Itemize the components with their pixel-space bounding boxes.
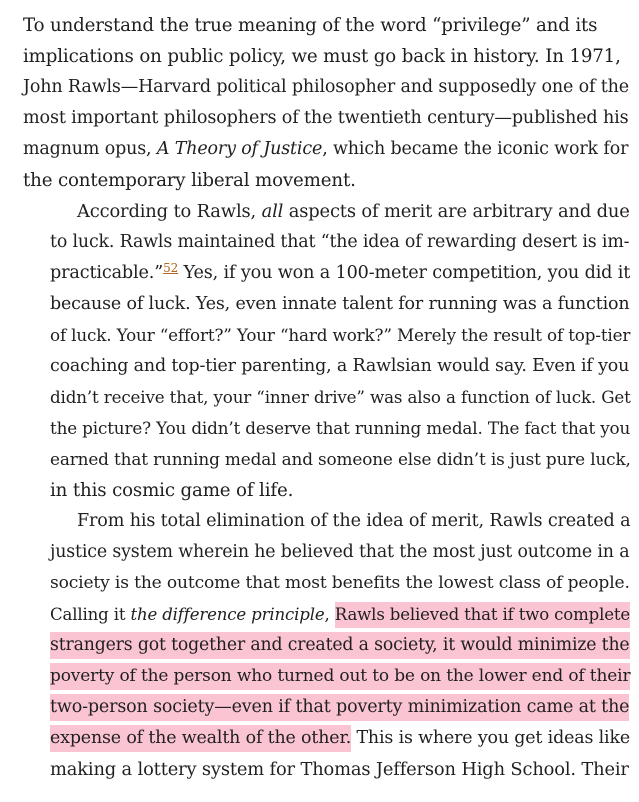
highlighted-text[interactable]: expense of the wealth of the other. [50,725,351,752]
text-line [23,444,629,475]
italic-text: A Theory of Justice [156,139,323,159]
text-line [23,599,629,630]
text-line [23,103,629,134]
text-line [23,289,629,320]
paragraph [23,196,629,506]
highlighted-text[interactable]: Rawls believed that if two complete [335,602,630,628]
text-segment: This is where you get ideas like [351,728,630,748]
text-line [23,692,629,723]
text-segment: the contemporary liberal movement. [23,170,356,191]
text-segment: John Rawls—Harvard political philosopher and supposedly one of the [23,77,629,97]
text-segment: magnum opus, [23,139,157,159]
text-segment: most important philosophers of the twentieth century—published his [23,108,629,128]
text-segment: in this cosmic game of life. [50,480,294,501]
text-segment: coaching and top-tier parenting, a Rawlsian would say. Even if you [50,356,630,376]
text-line [23,10,629,41]
text-line [23,72,629,103]
text-segment: , [324,605,335,624]
book-page [23,10,629,785]
text-segment: of luck. Your “effort?” Your “hard work?” Merely the result of top-tier [50,325,631,345]
text-line [23,320,629,351]
text-line [23,258,629,289]
italic-text: the difference principle [130,605,325,624]
text-segment: practicable.” [50,263,164,283]
text-line [23,506,629,537]
text-segment: Yes, if you won a 100-meter competition, you did it [178,263,631,283]
text-segment: justice system wherein he believed that the most just outcome in a [50,542,630,562]
text-line [23,568,629,599]
highlighted-text[interactable]: strangers got together and created a society, it would minimize the [50,632,630,659]
text-line [23,475,629,506]
text-line [23,661,629,692]
text-line [23,630,629,661]
text-line [23,165,629,196]
italic-text: all [261,201,284,222]
paragraph [23,506,629,785]
text-line [23,196,629,227]
text-line [23,227,629,258]
text-segment: to luck. Rawls maintained that “the idea of rewarding desert is im- [50,232,630,252]
highlighted-text[interactable]: poverty of the person who turned out to be on the lower end of their [50,663,630,690]
text-segment: From his total elimination of the idea of merit, Rawls created a [77,511,631,531]
text-segment: earned that running medal and someone else didn’t is just pure luck, [50,449,631,469]
text-line [23,351,629,382]
highlighted-text[interactable]: two-person society—even if that poverty minimization came at the [50,694,629,721]
text-segment: didn’t receive that, your “inner drive” was also a function of luck. Get [50,387,631,407]
text-segment: because of luck. Yes, even innate talent for running was a function [50,294,630,314]
text-segment: making a lottery system for Thomas Jefferson High School. Their [50,759,629,780]
text-segment: the picture? You didn’t deserve that running medal. The fact that you [50,418,631,438]
text-segment: implications on public policy, we must go back in history. In 1971, [23,46,621,67]
text-segment: Calling it [50,605,131,624]
text-segment: aspects of merit are arbitrary and due [283,201,630,222]
text-line [23,754,629,785]
text-segment: According to Rawls, [77,201,262,222]
text-line [23,413,629,444]
text-line [23,134,629,165]
text-segment: To understand the true meaning of the word “privilege” and its [23,15,598,36]
text-line [23,723,629,754]
text-line [23,382,629,413]
text-line [23,537,629,568]
text-segment: , which became the iconic work for [322,139,629,159]
footnote-link[interactable]: 52 [163,261,179,275]
paragraph [23,10,629,196]
text-line [23,41,629,72]
text-segment: society is the outcome that most benefits the lowest class of people. [50,573,630,593]
